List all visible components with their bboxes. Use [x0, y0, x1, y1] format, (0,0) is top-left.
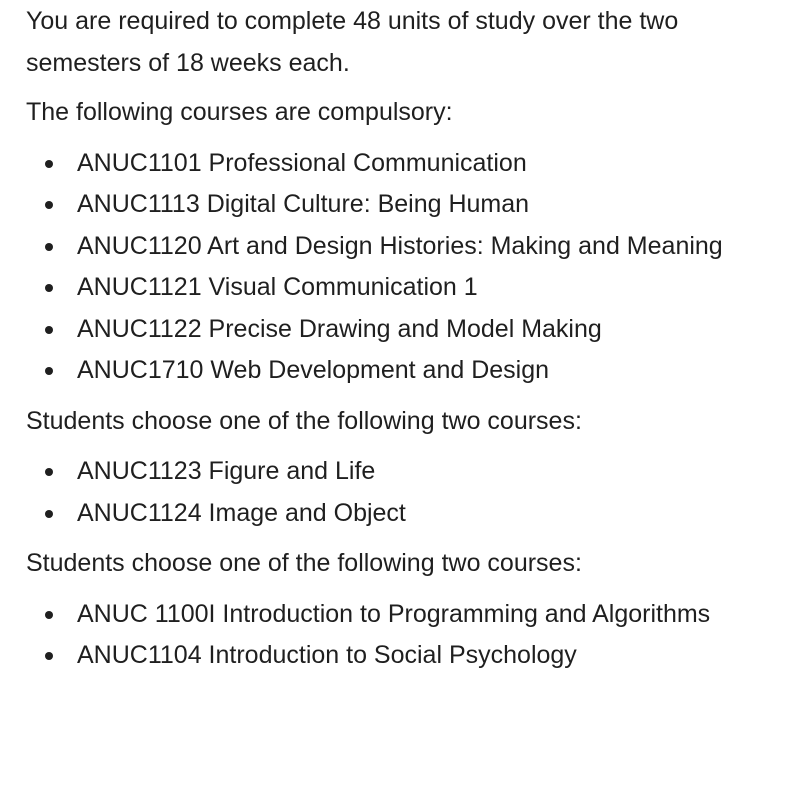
bullet-icon	[45, 367, 53, 375]
course-label: ANUC1120 Art and Design Histories: Making and Meaning	[77, 231, 723, 260]
bullet-icon	[45, 468, 53, 476]
course-label: ANUC 1100I Introduction to Programming and Algorithms	[77, 599, 711, 628]
course-label: ANUC1113 Digital Culture: Being Human	[77, 190, 530, 218]
list-item	[26, 594, 776, 636]
course-label: ANUC1122 Precise Drawing and Model Making	[77, 314, 602, 343]
course-label: ANUC1121 Visual Communication 1	[77, 273, 478, 301]
compulsory-heading: The following courses are compulsory:	[26, 98, 453, 126]
bullet-icon	[45, 243, 53, 251]
choice-a-heading: Students choose one of the following two courses:	[26, 406, 582, 435]
list-item	[26, 635, 776, 677]
course-requirements	[26, 0, 776, 677]
course-label: ANUC1710 Web Development and Design	[77, 356, 550, 384]
list-item	[26, 451, 776, 493]
course-label: ANUC1101 Professional Communication	[77, 148, 527, 177]
bullet-icon	[45, 201, 53, 209]
choice-a-course-list	[26, 451, 776, 534]
choice-b-heading: Students choose one of the following two courses:	[26, 549, 582, 577]
intro-paragraph: You are required to complete 48 units of study over the two semesters of 18 weeks each.	[26, 7, 679, 77]
course-label: ANUC1104 Introduction to Social Psychology	[77, 641, 577, 669]
list-item	[26, 267, 776, 309]
bullet-icon	[45, 326, 53, 334]
list-item	[26, 184, 776, 226]
course-label: ANUC1124 Image and Object	[77, 498, 406, 527]
course-label: ANUC1123 Figure and Life	[77, 457, 376, 485]
list-item	[26, 226, 776, 268]
list-item	[26, 143, 776, 185]
bullet-icon	[45, 611, 53, 619]
list-item	[26, 493, 776, 535]
bullet-icon	[45, 652, 53, 660]
bullet-icon	[45, 284, 53, 292]
bullet-icon	[45, 160, 53, 168]
choice-b-course-list	[26, 594, 776, 677]
compulsory-course-list	[26, 143, 776, 392]
list-item	[26, 350, 776, 392]
list-item	[26, 309, 776, 351]
bullet-icon	[45, 510, 53, 518]
